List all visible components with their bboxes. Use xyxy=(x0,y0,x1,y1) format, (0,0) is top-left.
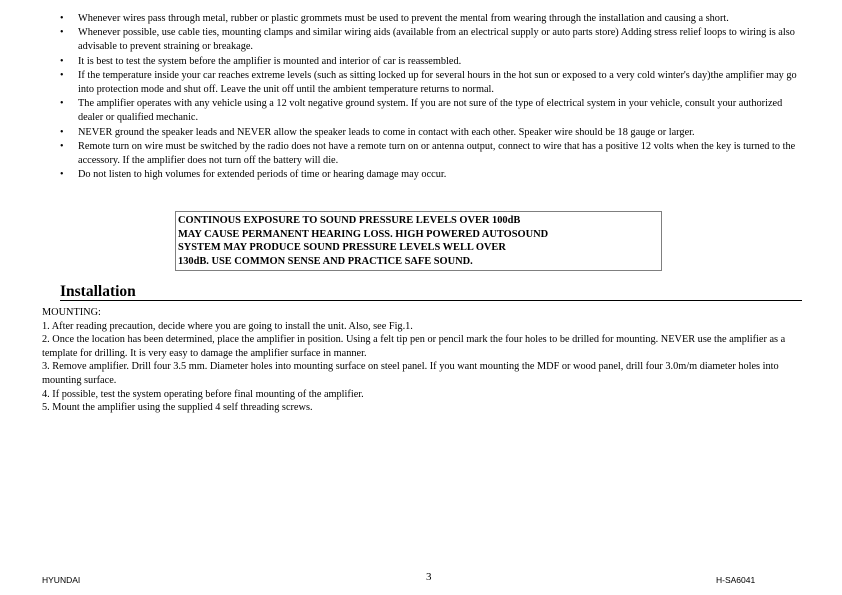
mounting-step: 1. After reading precaution, decide where you are going to install the unit. Also, see Fig.1. xyxy=(42,320,413,332)
warning-line: MAY CAUSE PERMANENT HEARING LOSS. HIGH POWERED AUTOSOUND xyxy=(178,228,549,240)
mounting-instructions xyxy=(42,306,807,415)
list-item xyxy=(60,126,805,140)
footer-model: H-SA6041 xyxy=(716,575,756,585)
mounting-step: 5. Mount the amplifier using the supplied 4 self threading screws. xyxy=(42,402,313,414)
list-item xyxy=(60,97,805,125)
mounting-step: 4. If possible, test the system operating before final mounting of the amplifier. xyxy=(42,388,364,400)
hearing-warning-box xyxy=(175,211,662,271)
footer-brand: HYUNDAI xyxy=(42,575,81,585)
page-number: 3 xyxy=(426,571,432,583)
list-item-text: It is best to test the system before the amplifier is mounted and interior of car is reassembled. xyxy=(78,55,462,67)
precautions-list xyxy=(60,12,805,182)
list-item xyxy=(60,26,805,54)
bullet-icon: • xyxy=(60,13,64,24)
bullet-icon: • xyxy=(60,69,64,81)
bullet-icon: • xyxy=(60,27,64,39)
list-item xyxy=(60,168,805,182)
bullet-icon: • xyxy=(60,169,64,181)
list-item xyxy=(60,140,805,168)
list-item-text: Whenever wires pass through metal, rubber or plastic grommets must be used to prevent the mental from wearing through the installation and causing a short. xyxy=(78,13,729,24)
bullet-icon: • xyxy=(60,140,64,152)
mounting-subheading: MOUNTING: xyxy=(42,307,101,318)
list-item xyxy=(60,69,805,97)
list-item xyxy=(60,12,805,26)
mounting-step: 2. Once the location has been determined, place the amplifier in position. Using a felt tip pen or pencil mark the four holes to be drilled for mounting. NEVER use the amplifier as a template for drilling. It is very easy to damage the amplifier surface in manner. xyxy=(42,334,786,359)
warning-line: SYSTEM MAY PRODUCE SOUND PRESSURE LEVELS WELL OVER xyxy=(178,242,506,254)
list-item-text: The amplifier operates with any vehicle using a 12 volt negative ground system. If you are not sure of the type of electrical system in your vehicle, consult your authorized dealer or qualified mechanic. xyxy=(78,98,783,124)
list-item-text: Whenever possible, use cable ties, mounting clamps and similar wiring aids (available from an electrical supply or auto parts store) Adding stress relief loops to wiring is also advisable to prevent straining or breakage. xyxy=(78,27,795,53)
mounting-step: 3. Remove amplifier. Drill four 3.5 mm. Diameter holes into mounting surface on steel panel. If you want mounting the MDF or wood panel, drill four 3.0m/m diameter holes into mounting surface. xyxy=(42,361,779,386)
bullet-icon: • xyxy=(60,55,64,67)
installation-heading-text: Installation xyxy=(60,283,136,300)
list-item-text: NEVER ground the speaker leads and NEVER allow the speaker leads to come in contact with each other. Speaker wire should be 18 gauge or larger. xyxy=(78,126,695,138)
warning-line: 130dB. USE COMMON SENSE AND PRACTICE SAFE SOUND. xyxy=(178,255,473,267)
list-item-text: If the temperature inside your car reaches extreme levels (such as sitting locked up for several hours in the hot sun or exposed to a very cold winter's day)the amplifier may go into protection mode and shut off. Leave the unit off until the ambient temperature returns to normal. xyxy=(78,69,797,96)
list-item-text: Remote turn on wire must be switched by the radio does not have a remote turn on or antenna output, connect to wire that has a positive 12 volts when the key is turned to the accessory. If the amplifier does not turn off the battery will die. xyxy=(78,140,796,167)
bullet-icon: • xyxy=(60,98,64,110)
warning-line: CONTINOUS EXPOSURE TO SOUND PRESSURE LEVELS OVER 100dB xyxy=(178,215,521,226)
list-item-text: Do not listen to high volumes for extended periods of time or hearing damage may occur. xyxy=(78,169,447,181)
bullet-icon: • xyxy=(60,126,64,138)
list-item xyxy=(60,55,805,69)
installation-heading xyxy=(60,283,802,301)
